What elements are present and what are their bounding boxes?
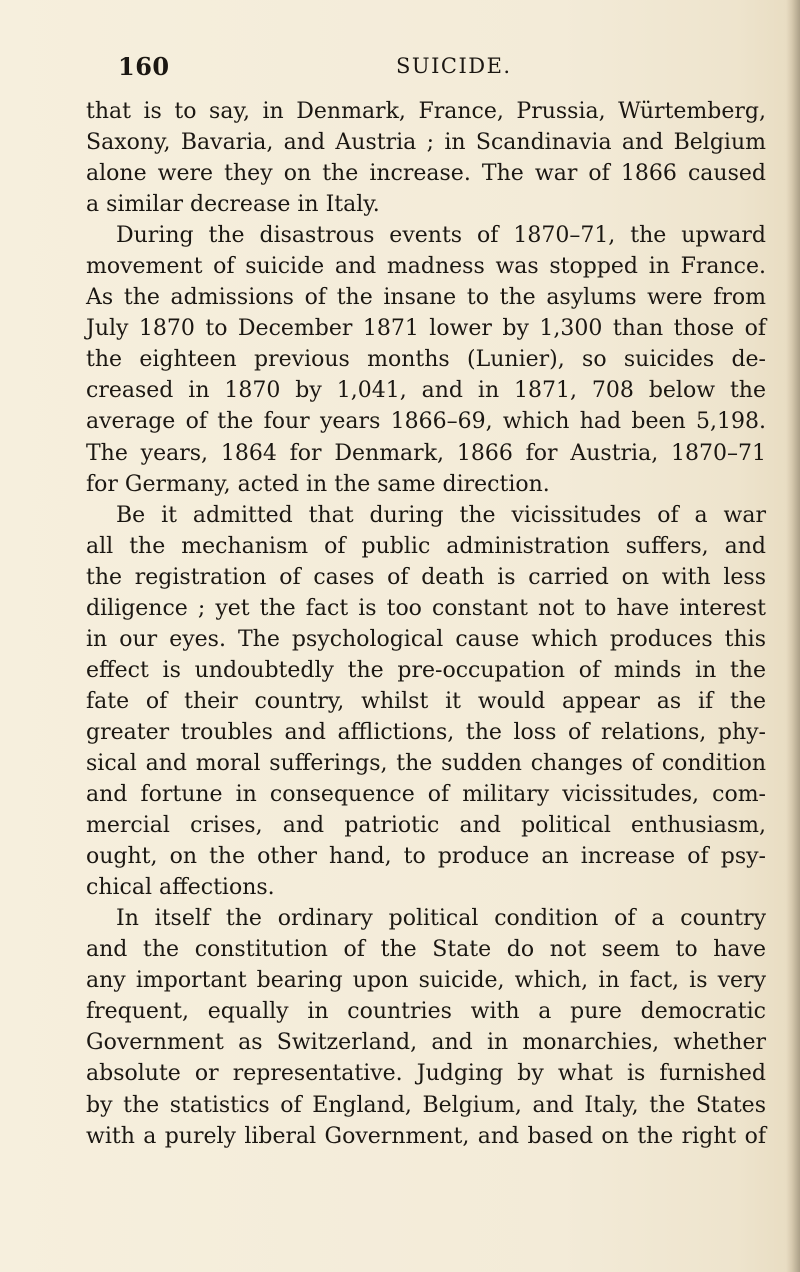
text-line: the eighteen previous months (Lunier), so suicides de- <box>86 347 766 373</box>
text-line: a similar decrease in Italy. <box>86 192 380 218</box>
text-line: for Germany, acted in the same direction. <box>86 471 550 497</box>
text-line: average of the four years 1866–69, which had been 5,198. <box>86 409 766 435</box>
text-line: any important bearing upon suicide, which, in fact, is very <box>86 968 766 994</box>
text-line: As the admissions of the insane to the asylums were from <box>86 285 766 311</box>
text-line: In itself the ordinary political condition of a country <box>116 906 766 932</box>
text-line: fate of their country, whilst it would appear as if the <box>86 688 766 714</box>
text-line: movement of suicide and madness was stopped in France. <box>86 254 766 280</box>
text-line: the registration of cases of death is carried on with less <box>86 564 766 590</box>
text-line: sical and moral sufferings, the sudden changes of condition <box>86 750 766 776</box>
body-text <box>86 96 766 1152</box>
text-line: alone were they on the increase. The war of 1866 caused <box>86 161 766 187</box>
text-line: creased in 1870 by 1,041, and in 1871, 708 below the <box>86 378 766 404</box>
text-line: and fortune in consequence of military vicissitudes, com- <box>86 782 766 808</box>
text-line: July 1870 to December 1871 lower by 1,300 than those of <box>86 316 766 342</box>
text-line: and the constitution of the State do not seem to have <box>86 937 766 963</box>
text-line: absolute or representative. Judging by what is furnished <box>86 1061 766 1087</box>
text-line: During the disastrous events of 1870–71, the upward <box>116 223 766 249</box>
text-line: in our eyes. The psychological cause which produces this <box>86 626 766 652</box>
text-line: frequent, equally in countries with a pure democratic <box>86 999 766 1025</box>
running-head: SUICIDE. <box>396 54 512 78</box>
text-line: effect is undoubtedly the pre-occupation of minds in the <box>86 657 766 683</box>
text-line: chical affections. <box>86 875 275 901</box>
text-line: Be it admitted that during the vicissitudes of a war <box>116 502 766 528</box>
text-line: mercial crises, and patriotic and political enthusiasm, <box>86 813 766 839</box>
text-line: all the mechanism of public administration suffers, and <box>86 533 766 559</box>
text-line: Government as Switzerland, and in monarchies, whether <box>86 1030 766 1056</box>
text-line: with a purely liberal Government, and based on the right of <box>86 1123 766 1149</box>
text-line: diligence ; yet the fact is too constant not to have interest <box>86 595 766 621</box>
text-line: ought, on the other hand, to produce an increase of psy- <box>86 844 766 870</box>
text-line: greater troubles and afflictions, the loss of relations, phy- <box>86 719 766 745</box>
text-line: that is to say, in Denmark, France, Prussia, Würtemberg, <box>86 99 766 124</box>
page-edge-shadow <box>786 0 800 1272</box>
text-line: by the statistics of England, Belgium, and Italy, the States <box>86 1092 766 1118</box>
page-header <box>118 52 758 82</box>
text-line: The years, 1864 for Denmark, 1866 for Austria, 1870–71 <box>86 440 766 466</box>
text-line: Saxony, Bavaria, and Austria ; in Scandinavia and Belgium <box>86 130 766 156</box>
page-number: 160 <box>118 52 170 81</box>
